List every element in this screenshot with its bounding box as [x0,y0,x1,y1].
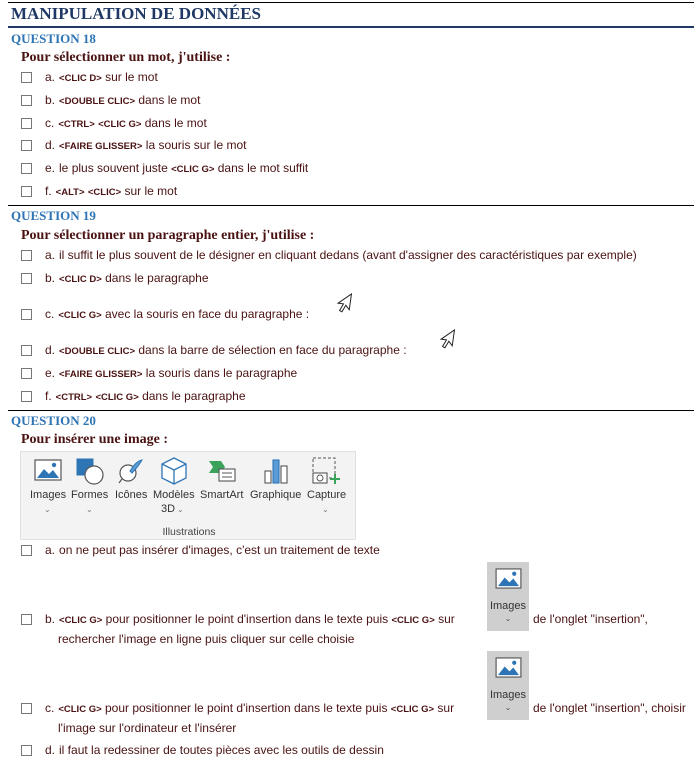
q19-option-d[interactable]: d. <DOUBLE CLIC> dans la barre de sélection en face du paragraphe : [21,342,694,358]
q18-option-a[interactable]: a. <CLIC D> sur le mot [21,69,694,85]
checkbox[interactable] [21,309,32,320]
q20-option-c[interactable]: c. <CLIC G> pour positionner le point d'insertion dans le texte puis <CLIC G> sur [21,700,491,716]
document-title: MANIPULATION DE DONNÉES [11,4,261,23]
checkbox[interactable] [21,273,32,284]
checkbox[interactable] [21,614,32,625]
q20-option-d[interactable]: d. il faut la redessiner de toutes pièces avec les outils de dessin [21,742,694,758]
checkbox[interactable] [21,118,32,129]
chevron-down-icon: ⌄ [44,505,51,514]
q20-option-c-after: de l'onglet "insertion", choisir [533,701,686,715]
ribbon-group-label: Illustrations [162,526,216,538]
q20-option-b-after: de l'onglet "insertion", [533,612,648,626]
checkbox[interactable] [21,186,32,197]
question-19-prompt: Pour sélectionner un paragraphe entier, j'utilise : [21,228,315,243]
image-icon [495,657,522,678]
top-rule [8,2,694,3]
checkbox[interactable] [21,391,32,402]
q20-option-b[interactable]: b. <CLIC G> pour positionner le point d'insertion dans le texte puis <CLIC G> sur [21,611,491,627]
checkbox[interactable] [21,140,32,151]
checkbox[interactable] [21,545,32,556]
q20-option-c-line2: l'image sur l'ordinateur et l'insérer [58,721,237,735]
q18-option-f[interactable]: f. <ALT> <CLIC> sur le mot [21,183,694,199]
section-divider [8,410,694,411]
checkbox[interactable] [21,368,32,379]
ribbon-illustrations-group: Images ⌄ Formes ⌄ Icônes Modèles 3D ⌄ SmartArt Graphique Capture ⌄ Illustrations [20,451,356,540]
question-18-label: QUESTION 18 [11,31,96,46]
chevron-down-icon: ⌄ [322,505,329,514]
chevron-down-icon: ⌄ [504,614,512,623]
title-underline [8,26,694,28]
question-20-prompt: Pour insérer une image : [21,432,168,447]
bar-chart-icon [262,457,290,485]
bird-icon [116,457,144,485]
images-button: Images ⌄ [487,651,529,720]
checkbox[interactable] [21,72,32,83]
checkbox[interactable] [21,745,32,756]
reverse-pointer-icon [438,328,456,354]
question-19-label: QUESTION 19 [11,208,96,223]
shapes-icon [75,457,105,485]
q20-option-b-line2: rechercher l'image en ligne puis cliquer sur celle choisie [58,632,355,646]
checkbox[interactable] [21,163,32,174]
chevron-down-icon: ⌄ [504,703,512,712]
q19-option-c[interactable]: c. <CLIC G> avec la souris en face du paragraphe : [21,306,694,322]
checkbox[interactable] [21,703,32,714]
q20-option-a[interactable]: a. on ne peut pas insérer d'images, c'est un traitement de texte [21,542,694,558]
checkbox[interactable] [21,95,32,106]
checkbox[interactable] [21,250,32,261]
screenshot-icon [311,456,343,486]
q18-option-e[interactable]: e. le plus souvent juste <CLIC G> dans le mot suffit [21,160,694,176]
image-icon [34,459,62,481]
chevron-down-icon: ⌄ [86,505,93,514]
q19-option-b[interactable]: b. <CLIC D> dans le paragraphe [21,270,694,286]
cube-icon [160,456,188,486]
reverse-pointer-icon [335,292,353,318]
q18-option-d[interactable]: d. <FAIRE GLISSER> la souris sur le mot [21,137,694,153]
q18-option-c[interactable]: c. <CTRL> <CLIC G> dans le mot [21,115,694,131]
q19-option-e[interactable]: e. <FAIRE GLISSER> la souris dans le paragraphe [21,365,694,381]
chevron-down-icon: ⌄ [177,505,184,514]
smartart-icon [207,459,237,483]
checkbox[interactable] [21,345,32,356]
images-button: Images ⌄ [487,562,529,631]
question-20-label: QUESTION 20 [11,413,96,428]
question-18-prompt: Pour sélectionner un mot, j'utilise : [21,50,231,65]
image-icon [495,568,522,589]
q19-option-f[interactable]: f. <CTRL> <CLIC G> dans le paragraphe [21,388,694,404]
q19-option-a[interactable]: a. il suffit le plus souvent de le désigner en cliquant dedans (avant d'assigner des caractéristiques par exemple) [21,247,694,263]
q18-option-b[interactable]: b. <DOUBLE CLIC> dans le mot [21,92,694,108]
section-divider [8,205,694,206]
